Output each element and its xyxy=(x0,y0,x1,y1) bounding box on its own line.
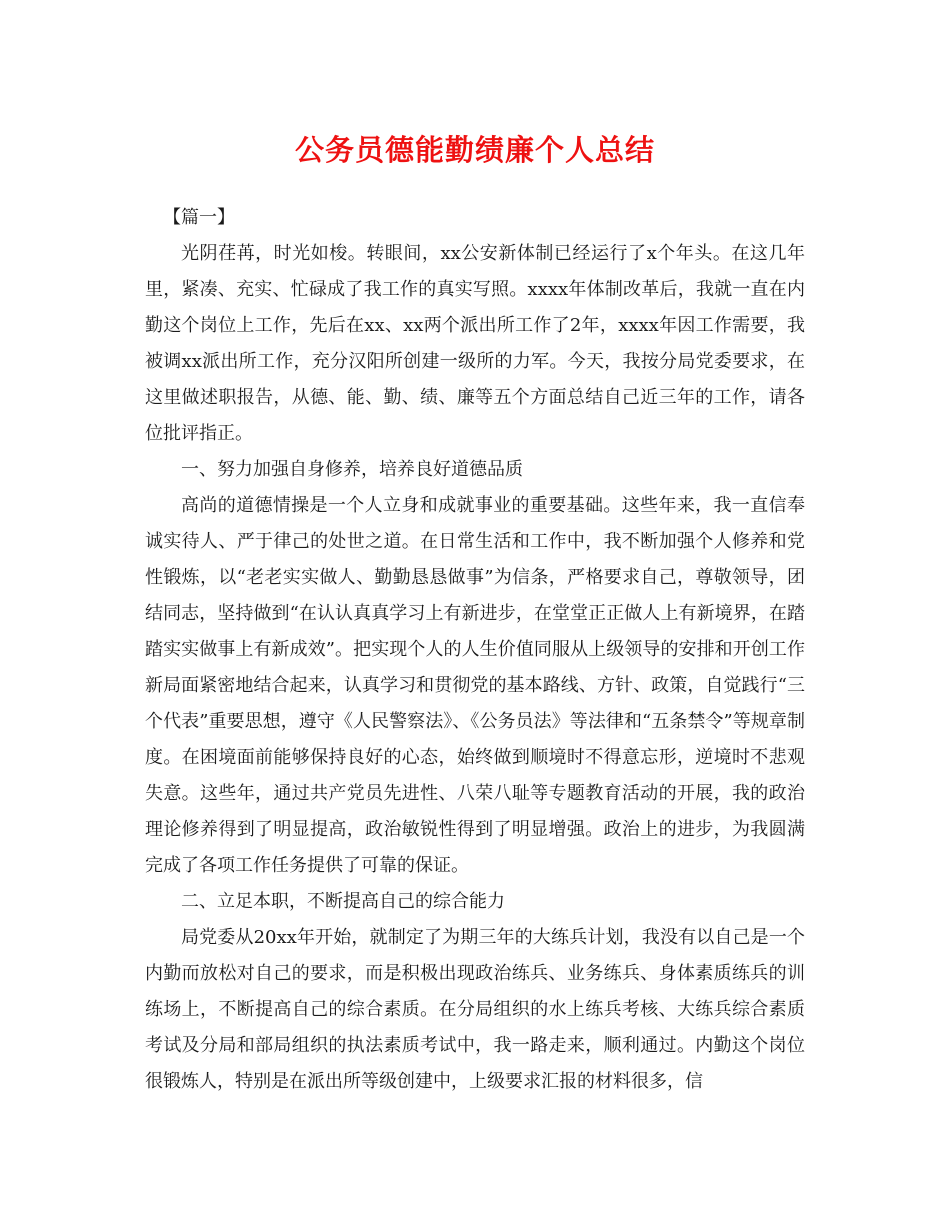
document-title: 公务员德能勤绩廉个人总结 xyxy=(294,133,655,167)
paragraph-ability: 局党委从20xx年开始，就制定了为期三年的大练兵计划，我没有以自己是一个内勤而放松对自己的要求，而是积极出现政治练兵、业务练兵、身体素质练兵的训练场上，不断提高自己的综合素质。在分局组织的水上练兵考核、大练兵综合素质考试及分局和部局组织的执法素质考试中，我一路走来，顺利通过。内勤这个岗位很锻炼人，特别是在派出所等级创建中，上级要求汇报的材料很多，信 xyxy=(145,927,805,1092)
document-body xyxy=(145,200,805,1100)
section-label: 【篇一】 xyxy=(163,207,235,228)
paragraph-morality: 高尚的道德情操是一个人立身和成就事业的重要基础。这些年来，我一直信奉诚实待人、严于律己的处世之道。在日常生活和工作中，我不断加强个人修养和党性锻炼，以“老老实实做人、勤勤恳恳做事”为信条，严格要求自己，尊敬领导，团结同志，坚持做到“在认认真真学习上有新进步，在堂堂正正做人上有新境界，在踏踏实实做事上有新成效”。把实现个人的人生价值同服从上级领导的安排和开创工作新局面紧密地结合起来，认真学习和贯彻党的基本路线、方针、政策，自觉践行“三个代表”重要思想，遵守《人民警察法》、《公务员法》等法律和“五条禁令”等规章制度。在困境面前能够保持良好的心态，始终做到顺境时不得意忘形，逆境时不悲观失意。这些年，通过共产党员先进性、八荣八耻等专题教育活动的开展，我的政治理论修养得到了明显提高，政治敏锐性得到了明显增强。政治上的进步，为我圆满完成了各项工作任务提供了可靠的保证。 xyxy=(145,495,805,876)
paragraph-intro: 光阴荏苒，时光如梭。转眼间，xx公安新体制已经运行了x个年头。在这几年里，紧凑、充实、忙碌成了我工作的真实写照。xxxx年体制改革后，我就一直在内勤这个岗位上工作，先后在xx、xx两个派出所工作了2年，xxxx年因工作需要，我被调xx派出所工作，充分汉阳所创建一级所的力军。今天，我按分局党委要求，在这里做述职报告，从德、能、勤、绩、廉等五个方面总结自己近三年的工作，请各位批评指正。 xyxy=(145,243,805,444)
section-heading-2: 二、立足本职，不断提高自己的综合能力 xyxy=(181,891,505,912)
section-heading-1: 一、努力加强自身修养，培养良好道德品质 xyxy=(181,459,523,480)
